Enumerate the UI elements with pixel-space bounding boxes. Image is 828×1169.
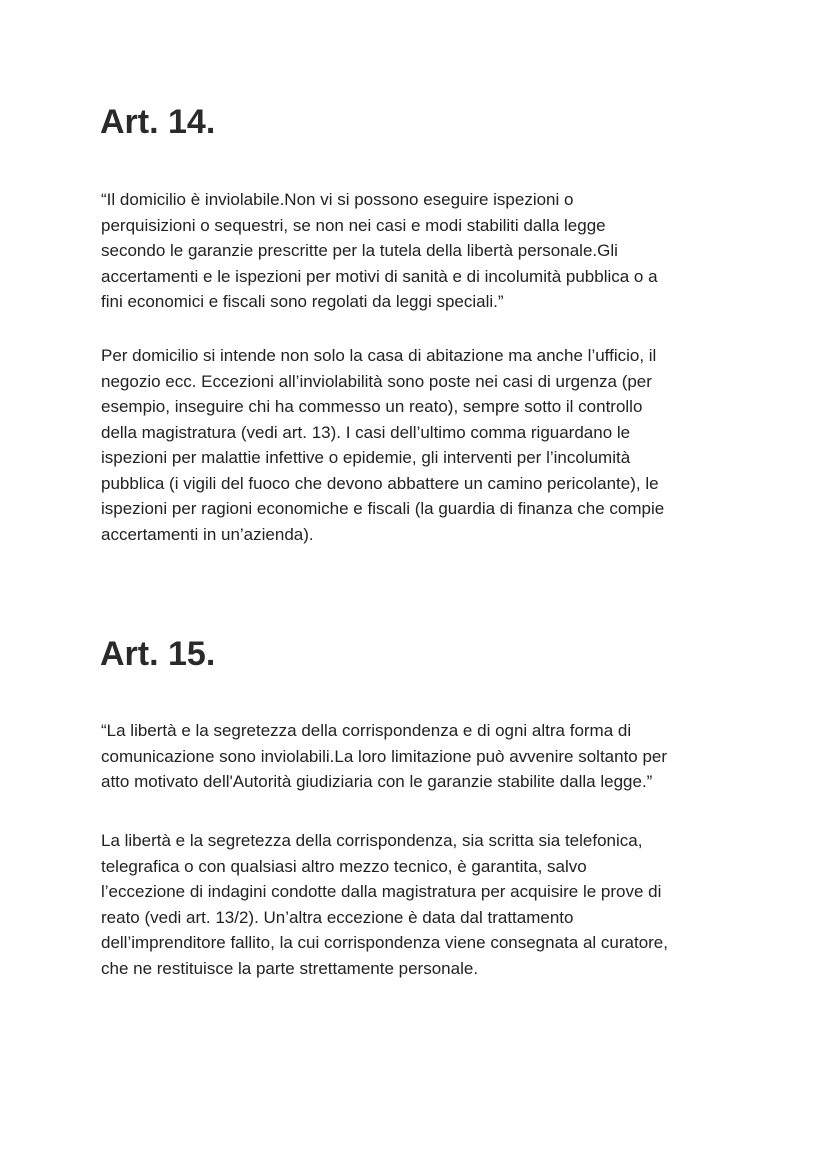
article-14-heading: Art. 14. (100, 103, 216, 141)
article-14-quote: “Il domicilio è inviolabile.Non vi si possono eseguire ispezioni o perquisizioni o sequestri, se non nei casi e modi stabiliti dalla legge secondo le garanzie prescritte per la tutela della libertà personale.Gli accertamenti e le ispezioni per motivi di sanità e di incolumità pubblica o a fini economici e fiscali sono regolati da leggi speciali.” (101, 190, 658, 311)
article-15-quote: “La libertà e la segretezza della corrispondenza e di ogni altra forma di comunicazione sono inviolabili.La loro limitazione può avvenire soltanto per atto motivato dell'Autorità giudiziaria con le garanzie stabilite dalla legge.” (101, 721, 668, 791)
article-14-commentary: Per domicilio si intende non solo la casa di abitazione ma anche l’ufficio, il negozio ecc. Eccezioni all’inviolabilità sono poste nei casi di urgenza (per esempio, inseguire chi ha commesso un reato), sempre sotto il controllo della magistratura (vedi art. 13). I casi dell’ultimo comma riguardano le ispezioni per malattie infettive o epidemie, gli interventi per l’incolumità pubblica (i vigili del fuoco che devono abbattere un camino pericolante), le ispezioni per ragioni economiche e fiscali (la guardia di finanza che compie accertamenti in un’azienda). (101, 346, 665, 544)
article-15-heading: Art. 15. (100, 635, 216, 673)
article-15-commentary: La libertà e la segretezza della corrispondenza, sia scritta sia telefonica, telegrafica o con qualsiasi altro mezzo tecnico, è garantita, salvo l’eccezione di indagini condotte dalla magistratura per acquisire le prove di reato (vedi art. 13/2). Un’altra eccezione è data dal trattamento dell’imprenditore fallito, la cui corrispondenza viene consegnata al curatore, che ne restituisce la parte strettamente personale. (101, 831, 668, 978)
